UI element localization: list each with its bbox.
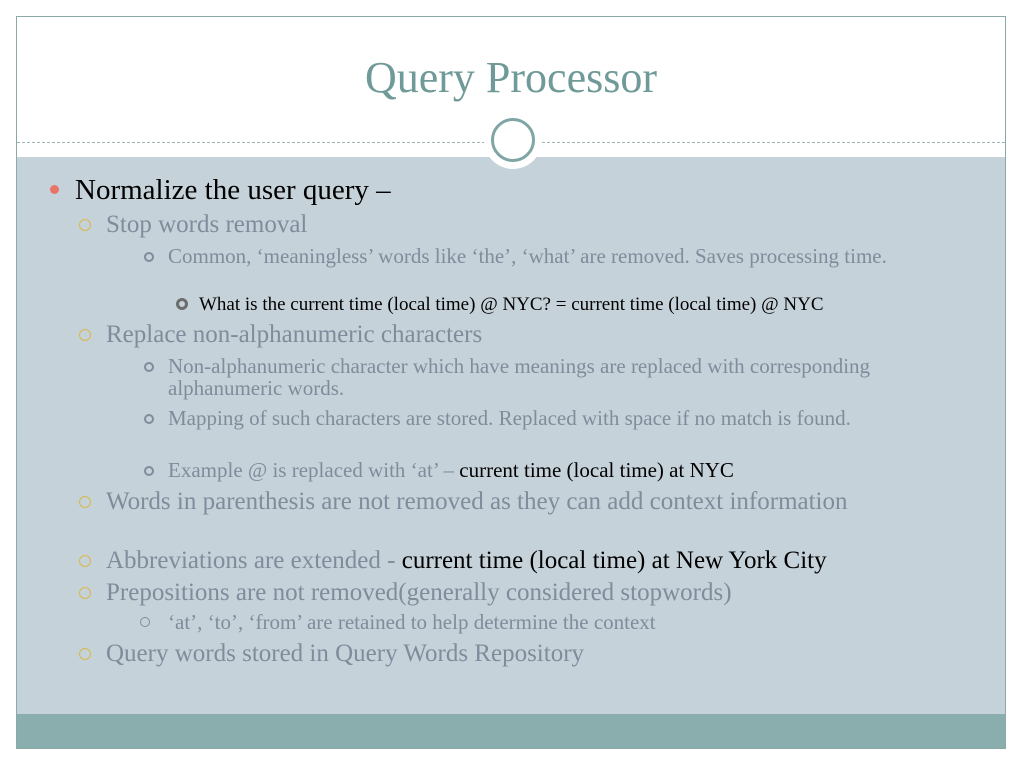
bullet-ring-icon — [144, 414, 154, 424]
bullet-ring-icon — [79, 648, 91, 660]
item-text: Prepositions are not removed(generally considered stopwords) — [106, 579, 732, 606]
slide-title: Query Processor — [364, 53, 658, 102]
item-text: Non-alphanumeric character which have meanings are replaced with corresponding alphanumeric words. — [168, 354, 871, 400]
item-text: Mapping of such characters are stored. Replaced with space if no match is found. — [168, 406, 851, 430]
item-text: Words in parenthesis are not removed as they can add context information — [106, 488, 848, 515]
bullet-ring-icon — [144, 466, 154, 476]
bullet-ring-icon — [79, 329, 91, 341]
item-text: Query words stored in Query Words Repository — [106, 640, 585, 667]
bullet-ring-icon — [79, 555, 91, 567]
item-text: ‘at’, ‘to’, ‘from’ are retained to help determine the context — [168, 610, 656, 634]
bullet-ring-icon — [79, 587, 91, 599]
bullet-ring-icon — [140, 617, 150, 627]
item-text-main: Example @ is replaced with ‘at’ – — [168, 458, 460, 482]
item-text: Stop words removal — [106, 211, 308, 238]
bullet-ring-icon — [79, 219, 91, 231]
slide — [16, 16, 1006, 749]
bullet-ring-icon — [144, 252, 154, 262]
bullet-ring-icon — [176, 298, 188, 310]
item-text-highlight: current time (local time) at New York City — [401, 547, 827, 574]
item-text: Common, ‘meaningless’ words like ‘the’, ‘what’ are removed. Saves processing time. — [168, 244, 887, 268]
bullet-ring-icon — [79, 496, 91, 508]
bullet-dot-icon — [50, 185, 59, 194]
bullet-ring-icon — [144, 362, 154, 372]
item-text-main: Abbreviations are extended - — [106, 547, 402, 574]
item-text — [106, 548, 986, 574]
item-text: Normalize the user query – — [75, 174, 391, 206]
item-text — [168, 459, 988, 481]
item-text-highlight: current time (local time) at NYC — [459, 458, 734, 482]
bullet-list — [17, 17, 1005, 748]
item-text: Replace non-alphanumeric characters — [106, 321, 483, 348]
item-text: What is the current time (local time) @ NYC? = current time (local time) @ NYC — [199, 294, 824, 315]
